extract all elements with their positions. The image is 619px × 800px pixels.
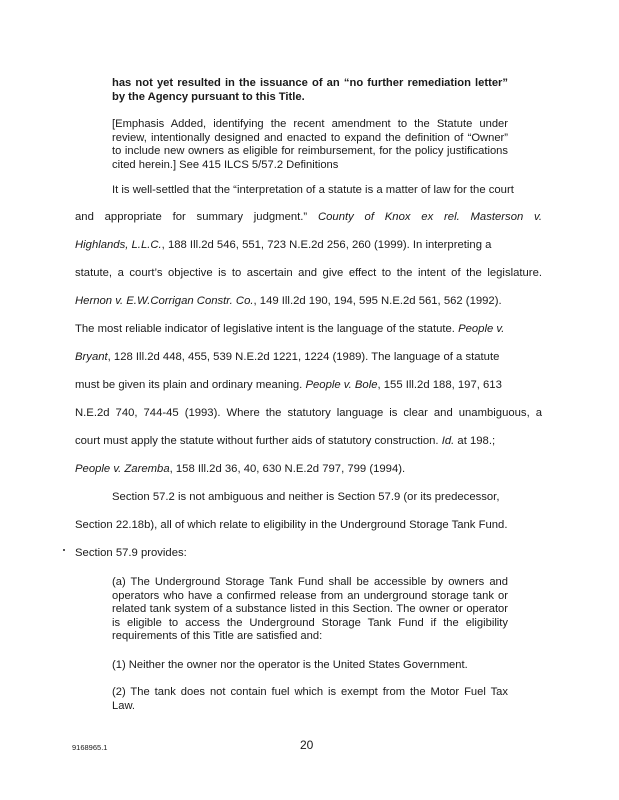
paragraph-line xyxy=(75,322,542,336)
paragraph-line: N.E.2d 740, 744-45 (1993). Where the statutory language is clear and unambiguous, a xyxy=(75,407,542,419)
text-span: must be given its plain and ordinary meaning. xyxy=(75,379,303,391)
paragraph-line xyxy=(75,350,542,364)
case-citation: Id. xyxy=(441,435,455,447)
paragraph-line: It is well-settled that the “interpretation of a statute is a matter of law for the court xyxy=(112,184,514,196)
text-span: , 149 Ill.2d 190, 194, 595 N.E.2d 561, 562 (1992). xyxy=(253,295,502,307)
paragraph-line xyxy=(75,434,542,448)
case-citation: Highlands, L.L.C. xyxy=(75,239,162,251)
margin-mark xyxy=(63,549,65,551)
case-citation: People v. Zaremba xyxy=(75,463,170,475)
case-citation: People v. Bole xyxy=(305,379,378,391)
case-citation: Bryant xyxy=(75,351,108,363)
quote-note-text: [Emphasis Added, identifying the recent amendment to the Statute under review, intentionally designed and enacted to expand the definition of “Owner” to include new owners as eligible for reimbursement, for the policy justifications cited herein.] See 415 ILCS 5/57.2 Definitions xyxy=(112,118,508,171)
text-span: and appropriate for summary judgment.” xyxy=(75,211,308,223)
text-span: , 158 Ill.2d 36, 40, 630 N.E.2d 797, 799 (1994). xyxy=(169,463,406,475)
case-citation: Hernon v. E.W.Corrigan Constr. Co. xyxy=(75,295,254,307)
paragraph-line xyxy=(75,210,542,224)
statute-item-a: (a) The Underground Storage Tank Fund shall be accessible by owners and operators who have a confirmed release from an underground storage tank or related tank system of a substance listed in this Section. The owner or operator is eligible to access the Underground Storage Tank Fund if the eligibility requirements of this Title are satisfied and: xyxy=(112,576,508,642)
paragraph-line xyxy=(75,462,542,476)
paragraph-line xyxy=(75,238,542,252)
page-number: 20 xyxy=(300,738,314,752)
paragraph-line: statute, a court’s objective is to ascertain and give effect to the intent of the legislature. xyxy=(75,267,542,279)
statute-item-1: (1) Neither the owner nor the operator is the United States Government. xyxy=(112,659,468,671)
text-span: , 188 Ill.2d 546, 551, 723 N.E.2d 256, 260 (1999). In interpreting a xyxy=(161,239,492,251)
paragraph-line xyxy=(75,378,542,392)
text-span: court must apply the statute without further aids of statutory construction. xyxy=(75,435,439,447)
text-span: , 128 Ill.2d 448, 455, 539 N.E.2d 1221, 1224 (1989). The language of a statute xyxy=(107,351,500,363)
text-span: The most reliable indicator of legislative intent is the language of the statute. xyxy=(75,323,455,335)
case-citation: People v. xyxy=(458,323,505,335)
paragraph-line xyxy=(75,294,542,308)
paragraph-line: Section 57.2 is not ambiguous and neither is Section 57.9 (or its predecessor, xyxy=(112,491,500,503)
quote-bold-text: has not yet resulted in the issuance of an “no further remediation letter” by the Agency pursuant to this Title. xyxy=(112,77,508,103)
text-span: , 155 Ill.2d 188, 197, 613 xyxy=(377,379,502,391)
case-citation: County of Knox ex rel. Masterson v. xyxy=(317,211,542,223)
paragraph-line: Section 57.9 provides: xyxy=(75,547,187,559)
text-span: at 198.; xyxy=(457,435,496,447)
statute-item-2: (2) The tank does not contain fuel which is exempt from the Motor Fuel Tax Law. xyxy=(112,686,508,712)
document-id: 9168965.1 xyxy=(72,743,108,752)
paragraph-line: Section 22.18b), all of which relate to eligibility in the Underground Storage Tank Fund. xyxy=(75,519,508,531)
